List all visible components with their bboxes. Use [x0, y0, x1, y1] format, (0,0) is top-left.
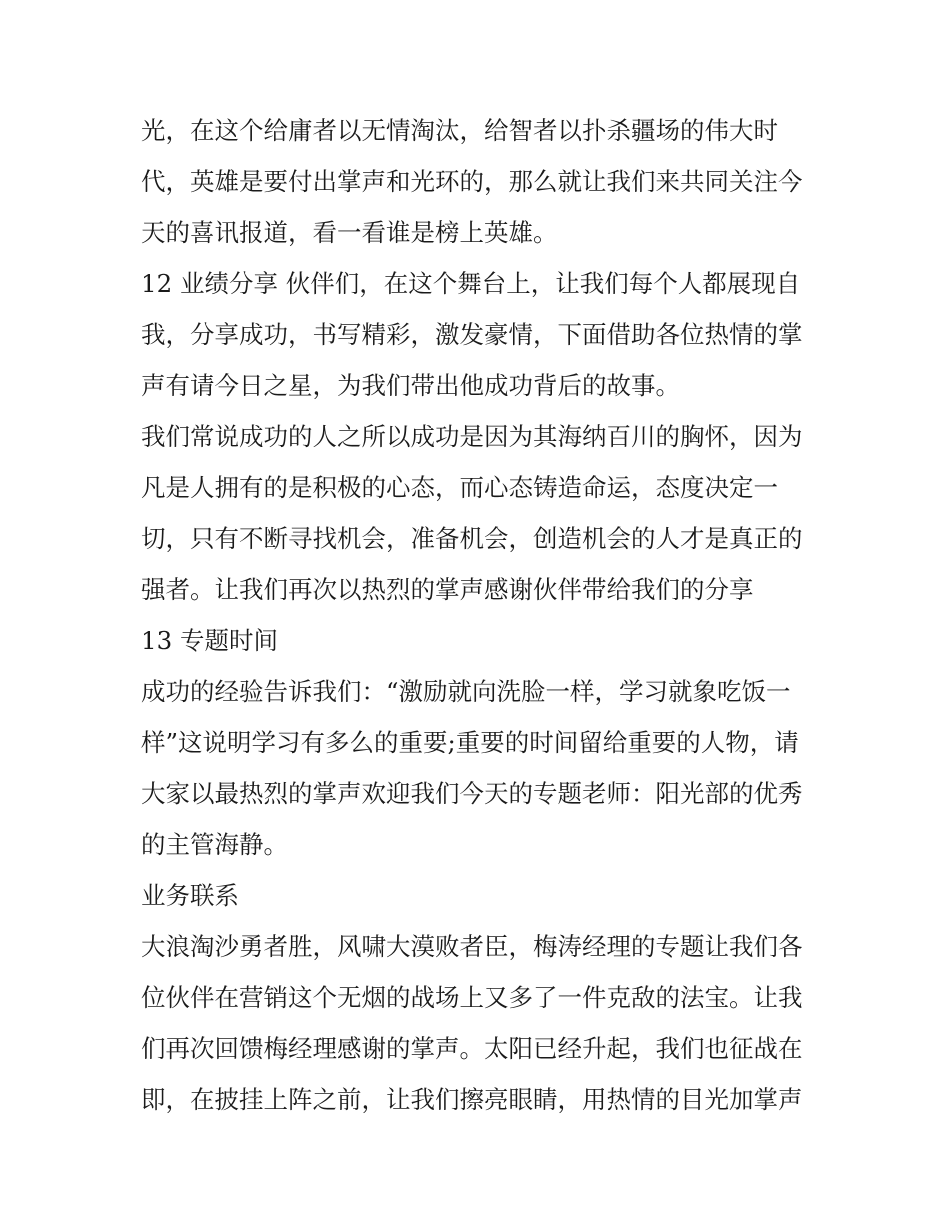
text-line: 强者。让我们再次以热烈的掌声感谢伙伴带给我们的分享: [141, 575, 754, 604]
text-line: 切，只有不断寻找机会，准备机会，创造机会的人才是真正的: [141, 524, 803, 553]
heading-text: 业务联系: [141, 881, 239, 910]
paragraph-success-attitude: [141, 411, 813, 615]
text-line: 我们常说成功的人之所以成功是因为其海纳百川的胸怀，因为: [141, 422, 803, 451]
section-heading-topic-time: [141, 615, 813, 666]
text-line: 即，在披挂上阵之前，让我们擦亮眼睛，用热情的目光加掌声: [141, 1085, 803, 1114]
paragraph-closing: [141, 921, 813, 1125]
paragraph-performance-sharing: [141, 258, 813, 411]
text-line: 天的喜讯报道，看一看谁是榜上英雄。: [141, 218, 558, 247]
text-line: 光，在这个给庸者以无情淘汰，给智者以扑杀疆场的伟大时: [141, 116, 778, 145]
paragraph-era-of-heroes: [141, 105, 813, 258]
text-line: 大家以最热烈的掌声欢迎我们今天的专题老师：阳光部的优秀: [141, 779, 803, 808]
text-line: 12 业绩分享 伙伴们，在这个舞台上，让我们每个人都展现自: [141, 269, 801, 298]
text-line: 凡是人拥有的是积极的心态，而心态铸造命运，态度决定一: [141, 473, 778, 502]
paragraph-learning-importance: [141, 666, 813, 870]
text-line: 代，英雄是要付出掌声和光环的，那么就让我们来共同关注今: [141, 167, 803, 196]
text-line: 样”这说明学习有多么的重要;重要的时间留给重要的人物，请: [141, 728, 799, 757]
text-line: 声有请今日之星，为我们带出他成功背后的故事。: [141, 371, 680, 400]
text-line: 我，分享成功，书写精彩，激发豪情，下面借助各位热情的掌: [141, 320, 803, 349]
text-line: 们再次回馈梅经理感谢的掌声。太阳已经升起，我们也征战在: [141, 1034, 803, 1063]
document-body: [141, 105, 813, 1125]
heading-text: 13 专题时间: [141, 626, 278, 655]
text-line: 大浪淘沙勇者胜，风啸大漠败者臣，梅涛经理的专题让我们各: [141, 932, 803, 961]
section-heading-business-contact: [141, 870, 813, 921]
text-line: 的主管海静。: [141, 830, 288, 859]
text-line: 位伙伴在营销这个无烟的战场上又多了一件克敌的法宝。让我: [141, 983, 803, 1012]
text-line: 成功的经验告诉我们：“激励就向洗脸一样，学习就象吃饭一: [141, 677, 791, 706]
